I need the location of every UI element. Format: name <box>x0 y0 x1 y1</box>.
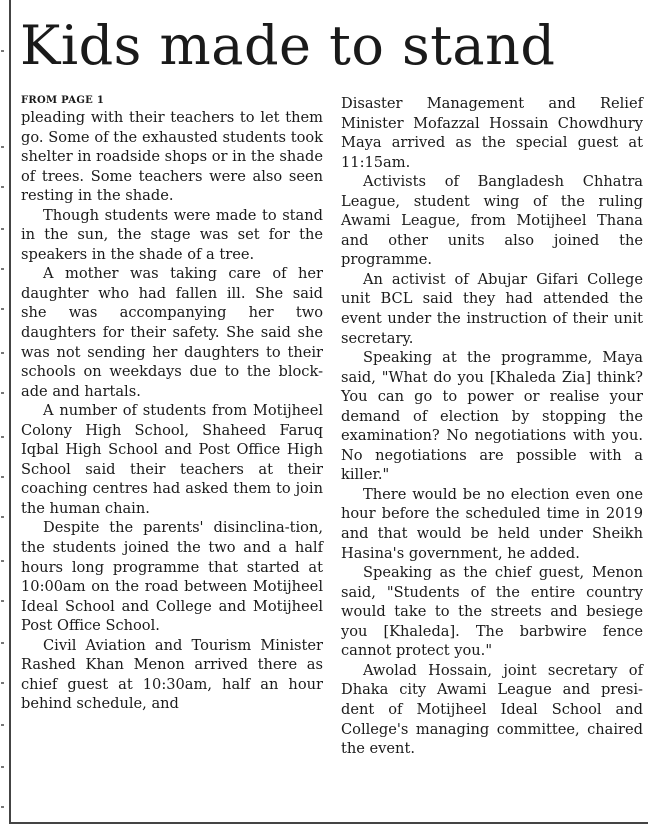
paragraph: A number of students from Motijheel Colony High School, Shaheed Faruq Iqbal High School and Post Office High School said their teachers at their coaching centres had asked them to join the human chain. <box>21 402 323 517</box>
paragraph: A mother was taking care of her daughter who had fallen ill. She said she was accompanying her two daughters for their safety. She said she was not sending her daughters to their schools on weekdays due to the block-ade and hartals. <box>21 265 323 400</box>
paragraph: Civil Aviation and Tourism Minister Rashed Khan Menon arrived there as chief guest at 10:30am, half an hour behind schedule, and <box>21 636 323 713</box>
paragraph: Though students were made to stand in the sun, the stage was set for the speakers in the shade of a tree. <box>21 206 323 263</box>
paragraph: There would be no election even one hour before the scheduled time in 2019 and that would be held under Sheikh Hasina's government, he added. <box>341 485 643 562</box>
bottom-rule <box>9 822 648 824</box>
paragraph: Disaster Management and Relief Minister Mofazzal Hossain Chowdhury Maya arrived as the special guest at 11:15am. <box>341 95 643 171</box>
paragraph: Speaking as the chief guest, Menon said, "Students of the entire country would take to the streets and besiege you [Khaleda]. The barbwire fence cannot protect you." <box>341 564 643 660</box>
jump-line: FROM PAGE 1 <box>21 95 105 106</box>
article-column-right <box>341 94 643 759</box>
article-column-left <box>21 94 323 714</box>
paragraph: pleading with their teachers to let them go. Some of the exhausted students took shelter in roadside shops or in the shade of trees. Some teachers were also seen resting in the shade. <box>21 109 323 205</box>
paragraph: Speaking at the programme, Maya said, "What do you [Khaleda Zia] think? You can go to power or realise your demand of election by stopping the examination? No negotiations with you. No negotiations are possible with a killer." <box>341 349 643 484</box>
headline: Kids made to stand <box>20 14 556 77</box>
paragraph: An activist of Abujar Gifari College unit BCL said they had attended the event under the instruction of their unit secretary. <box>341 270 643 347</box>
paragraph: Awolad Hossain, joint secretary of Dhaka city Awami League and presi-dent of Motijheel Ideal School and College's managing committee, chaired the event. <box>341 661 643 758</box>
paragraph: Despite the parents' disinclina-tion, the students joined the two and a half hours long programme that started at 10:00am on the road between Motijheel Ideal School and College and Motijheel Post Office School. <box>21 519 323 635</box>
column-rule-left <box>9 0 11 822</box>
paragraph: Activists of Bangladesh Chhatra League, student wing of the ruling Awami League, from Motijheel Thana and other units also joined the programme. <box>341 173 643 269</box>
adjacent-column-edge-marks <box>0 0 6 828</box>
